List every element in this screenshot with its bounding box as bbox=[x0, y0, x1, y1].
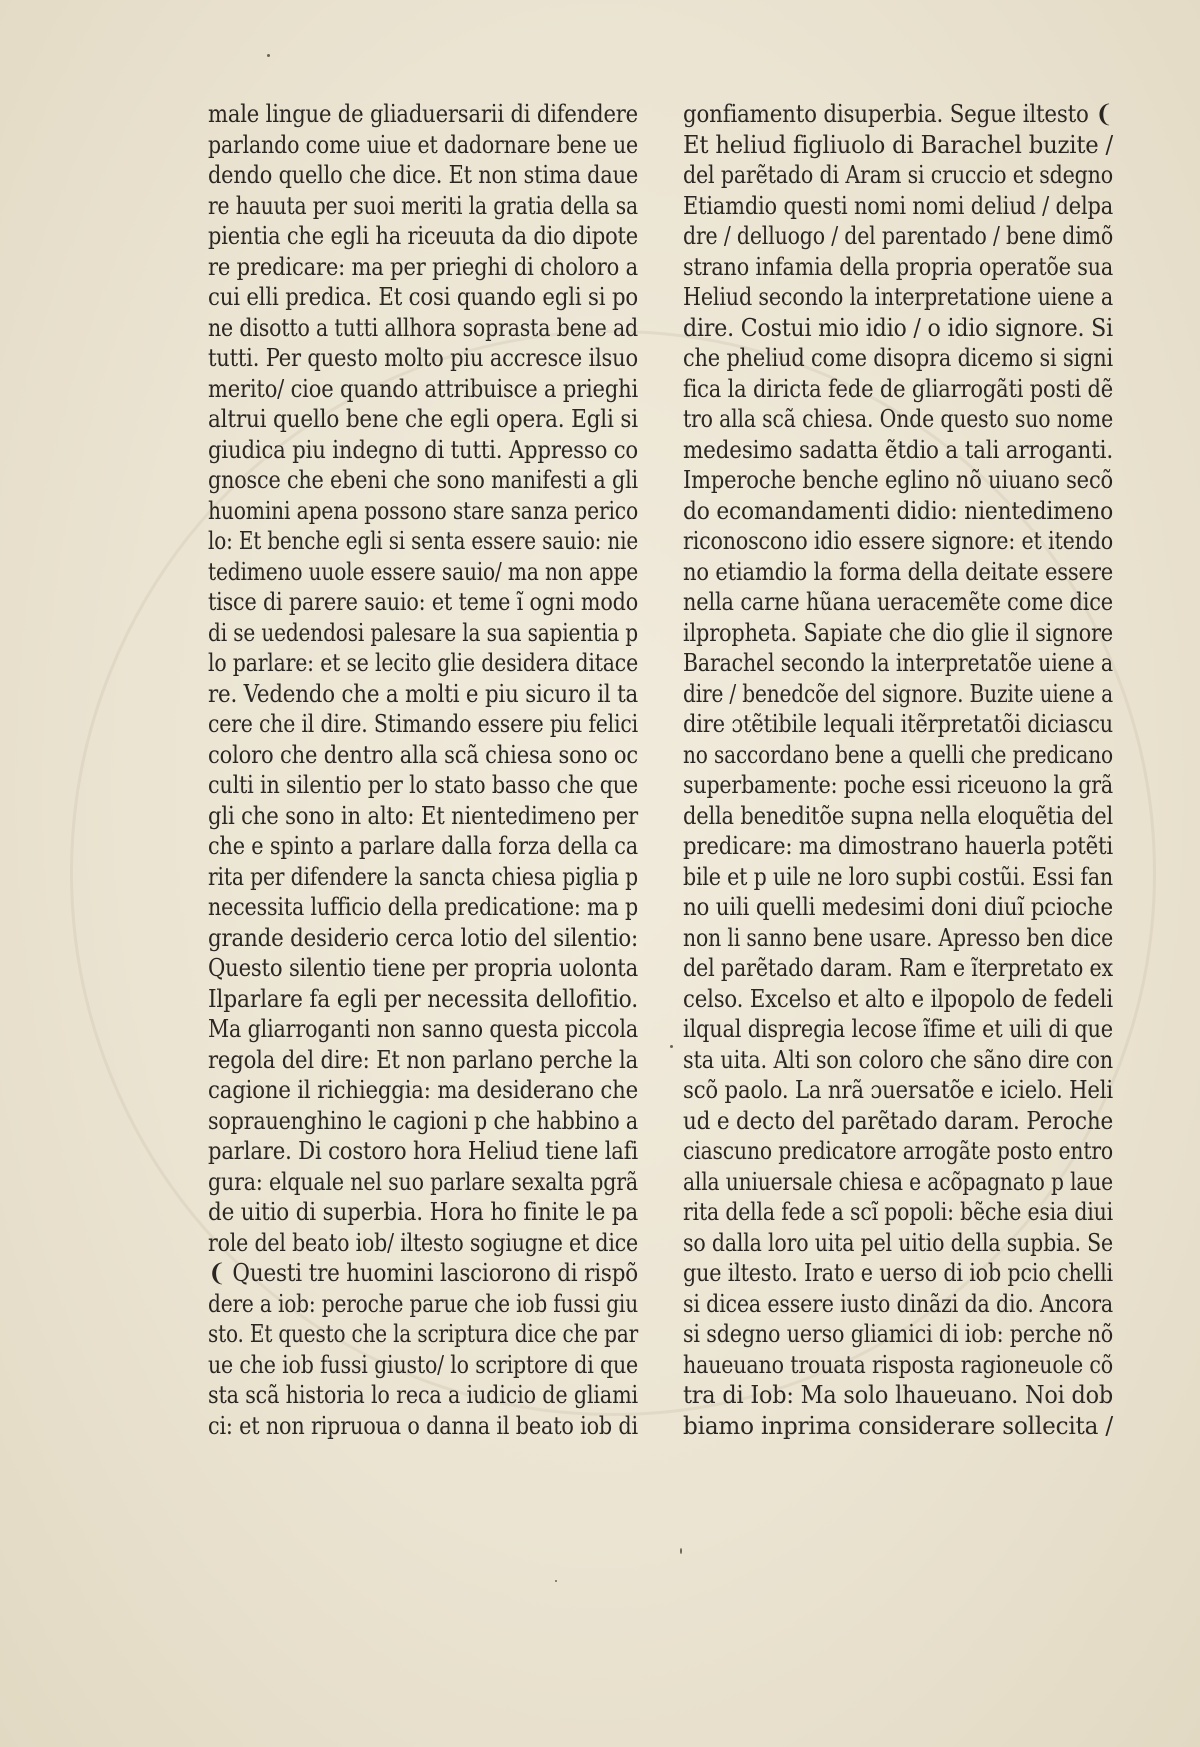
text-line: haueuano trouata risposta ragioneuole cõ bbox=[683, 1350, 1113, 1379]
text-line: re hauuta per suoi meriti la gratia della sa bbox=[208, 191, 638, 220]
text-line: biamo inprima considerare sollecita / bbox=[683, 1411, 1113, 1440]
text-line: no uili quelli medesimi doni diuĩ pcioche bbox=[683, 893, 1113, 921]
text-line: celso. Excelso et alto e ilpopolo de fedeli bbox=[683, 984, 1113, 1013]
text-line: alla uniuersale chiesa e acõpagnato p laue bbox=[683, 1167, 1113, 1196]
text-line: scõ paolo. La nrã ɔuersatõe e icielo. Heli bbox=[683, 1076, 1113, 1104]
text-line: cere che il dire. Stimando essere piu felici bbox=[208, 710, 638, 738]
text-line: sta uita. Alti son coloro che sãno dire con bbox=[683, 1045, 1113, 1074]
text-line: del parẽtado daram. Ram e ĩterpretato ex bbox=[683, 954, 1113, 982]
text-line: dire ɔtẽtibile lequali itẽrpretatõi diciascu bbox=[683, 710, 1113, 738]
text-line: do ecomandamenti didio: nientedimeno bbox=[683, 496, 1113, 525]
left-text-column bbox=[208, 99, 638, 1441]
text-line: gura: elquale nel suo parlare sexalta pgrã bbox=[208, 1167, 638, 1196]
text-line: dre / delluogo / del parentado / bene dimõ bbox=[683, 222, 1113, 250]
text-line: ue che iob fussi giusto/ lo scriptore di que bbox=[208, 1350, 638, 1379]
text-line: lo: Et benche egli si senta essere sauio: nie bbox=[208, 527, 638, 555]
text-line: merito/ cioe quando attribuisce a prieghi bbox=[208, 374, 638, 403]
text-line: giudica piu indegno di tutti. Appresso co bbox=[208, 435, 638, 464]
text-line: necessita lufficio della predicatione: ma p bbox=[208, 893, 638, 921]
ink-speck bbox=[670, 1045, 673, 1048]
text-line: ci: et non ripruoua o danna il beato iob di bbox=[208, 1411, 638, 1440]
text-line: culti in silentio per lo stato basso che que bbox=[208, 771, 638, 799]
text-line: rita per difendere la sancta chiesa piglia p bbox=[208, 862, 638, 891]
text-line: della beneditõe supna nella eloquẽtia del bbox=[683, 801, 1113, 830]
text-line: rita della fede a scĩ popoli: bẽche esia diui bbox=[683, 1198, 1113, 1226]
text-line: grande desiderio cerca lotio del silentio: bbox=[208, 923, 638, 952]
text-line: Ma gliarroganti non sanno questa piccola bbox=[208, 1015, 638, 1043]
text-line: si sdegno uerso gliamici di iob: perche nõ bbox=[683, 1320, 1113, 1348]
text-line: tro alla scã chiesa. Onde questo suo nome bbox=[683, 405, 1113, 433]
text-line: Imperoche benche eglino nõ uiuano secõ bbox=[683, 466, 1113, 494]
ink-speck bbox=[267, 54, 270, 57]
text-line: de uitio di superbia. Hora ho finite le pa bbox=[208, 1198, 638, 1226]
text-line: soprauenghino le cagioni p che habbino a bbox=[208, 1106, 638, 1135]
text-line: Ilparlare fa egli per necessita dellofitio. bbox=[208, 984, 638, 1013]
text-line: cui elli predica. Et cosi quando egli si po bbox=[208, 283, 638, 311]
text-line: non li sanno bene usare. Apresso ben dice bbox=[683, 923, 1113, 952]
text-line: gnosce che ebeni che sono manifesti a gli bbox=[208, 466, 638, 494]
text-line: gli che sono in alto: Et nientedimeno per bbox=[208, 801, 638, 830]
text-line: predicare: ma dimostrano hauerla pɔtẽti bbox=[683, 832, 1113, 860]
text-line: role del beato iob/ iltesto sogiugne et dice bbox=[208, 1228, 638, 1257]
text-line: sta scã historia lo reca a iudicio de gliami bbox=[208, 1381, 638, 1409]
text-line: tutti. Per questo molto piu accresce ilsuo bbox=[208, 344, 638, 372]
ink-speck bbox=[555, 1580, 557, 1582]
text-line: huomini apena possono stare sanza perico bbox=[208, 496, 638, 525]
text-line: sto. Et questo che la scriptura dice che par bbox=[208, 1320, 638, 1348]
text-line: ilqual dispregia lecose ĩfime et uili di que bbox=[683, 1015, 1113, 1043]
text-line: dendo quello che dice. Et non stima daue bbox=[208, 161, 638, 189]
text-line: dere a iob: peroche parue che iob fussi giu bbox=[208, 1289, 638, 1318]
text-line: gonfiamento disuperbia. Segue iltesto ❨ bbox=[683, 100, 1113, 128]
text-line: si dicea essere iusto dinãzi da dio. Ancora bbox=[683, 1289, 1113, 1318]
text-line: ciascuno predicatore arrogãte posto entro bbox=[683, 1137, 1113, 1165]
text-line: gue iltesto. Irato e uerso di iob pcio chelli bbox=[683, 1259, 1113, 1287]
text-line: del parẽtado di Aram si cruccio et sdegno bbox=[683, 161, 1113, 189]
text-line: coloro che dentro alla scã chiesa sono oc bbox=[208, 740, 638, 769]
text-line: tedimeno uuole essere sauio/ ma non appe bbox=[208, 557, 638, 586]
text-line: Et heliud figliuolo di Barachel buzite / bbox=[683, 130, 1113, 159]
text-line: Barachel secondo la interpretatõe uiene a bbox=[683, 649, 1113, 677]
text-line: parlare. Di costoro hora Heliud tiene lafi bbox=[208, 1137, 638, 1165]
text-line: re. Vedendo che a molti e piu sicuro il ta bbox=[208, 679, 638, 708]
text-line: cagione il richieggia: ma desiderano che bbox=[208, 1076, 638, 1104]
text-line: altrui quello bene che egli opera. Egli si bbox=[208, 405, 638, 433]
text-line: fica la diricta fede de gliarrogãti posti dẽ bbox=[683, 374, 1113, 403]
text-line: Etiamdio questi nomi nomi deliud / delpa bbox=[683, 191, 1113, 220]
text-line: riconoscono idio essere signore: et itendo bbox=[683, 527, 1113, 555]
text-line: tisce di parere sauio: et teme ĩ ogni modo bbox=[208, 588, 638, 616]
text-line: medesimo sadatta ẽtdio a tali arroganti. bbox=[683, 435, 1113, 464]
text-line: di se uedendosi palesare la sua sapientia p bbox=[208, 618, 638, 647]
text-line: parlando come uiue et dadornare bene ue bbox=[208, 130, 638, 159]
text-line: ud e decto del parẽtado daram. Peroche bbox=[683, 1106, 1113, 1135]
text-line: che e spinto a parlare dalla forza della ca bbox=[208, 832, 638, 860]
text-line: male lingue de gliaduersarii di difendere bbox=[208, 100, 638, 128]
text-line: lo parlare: et se lecito glie desidera ditace bbox=[208, 649, 638, 677]
text-line: nella carne hũana ueracemẽte come dice bbox=[683, 588, 1113, 616]
text-line: superbamente: poche essi riceuono la grã bbox=[683, 771, 1113, 799]
text-line: ❨ Questi tre huomini lasciorono di rispõ bbox=[208, 1259, 638, 1287]
text-line: no saccordano bene a quelli che predicano bbox=[683, 740, 1113, 769]
text-line: pientia che egli ha riceuuta da dio dipote bbox=[208, 222, 638, 250]
text-line: strano infamia della propria operatõe sua bbox=[683, 252, 1113, 281]
text-line: so dalla loro uita pel uitio della supbia. Se bbox=[683, 1228, 1113, 1257]
text-line: ilpropheta. Sapiate che dio glie il signore bbox=[683, 618, 1113, 647]
text-line: Heliud secondo la interpretatione uiene a bbox=[683, 283, 1113, 311]
text-line: bile et p uile ne loro supbi costũi. Essi fan bbox=[683, 862, 1113, 891]
ink-speck bbox=[680, 1548, 682, 1554]
right-text-column bbox=[683, 99, 1113, 1441]
text-line: Questo silentio tiene per propria uolonta bbox=[208, 954, 638, 982]
text-line: re predicare: ma per prieghi di choloro a bbox=[208, 252, 638, 281]
text-line: regola del dire: Et non parlano perche la bbox=[208, 1045, 638, 1074]
text-line: dire / benedcõe del signore. Buzite uiene a bbox=[683, 679, 1113, 708]
text-line: dire. Costui mio idio / o idio signore. Si bbox=[683, 313, 1113, 342]
text-line: tra di Iob: Ma solo lhaueuano. Noi dob bbox=[683, 1381, 1113, 1409]
text-line: ne disotto a tutti allhora soprasta bene ad bbox=[208, 313, 638, 342]
text-line: no etiamdio la forma della deitate essere bbox=[683, 557, 1113, 586]
text-line: che pheliud come disopra dicemo si signi bbox=[683, 344, 1113, 372]
